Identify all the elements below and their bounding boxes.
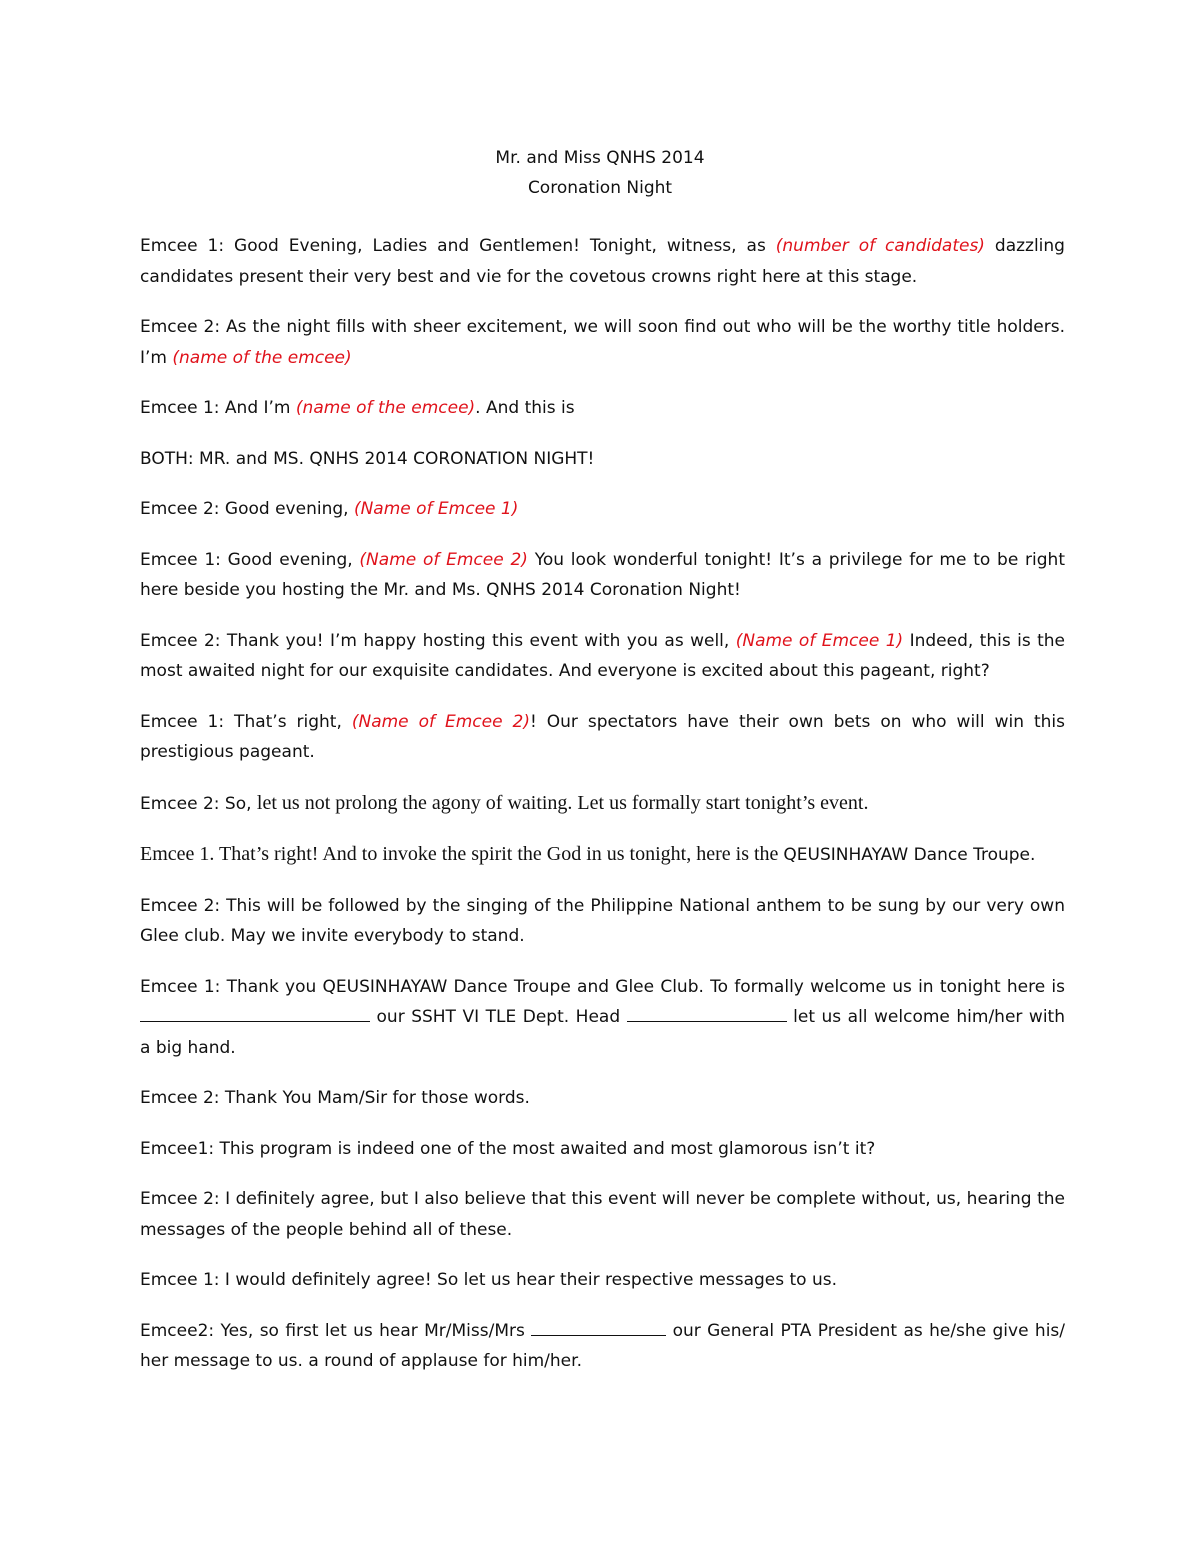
line-text: Emcee 1: Good Evening, Ladies and Gentlemen! Tonight, witness, as: [140, 236, 776, 256]
line-text: Emcee 2: This will be followed by the singing of the Philippine National anthem to be sung by our very own Glee club. May we invite everybody to stand.: [140, 895, 1065, 946]
script-line: [140, 494, 1065, 525]
placeholder-text: (Name of Emcee 2): [351, 711, 530, 732]
line-text: Indeed, this is the most awaited night for our exquisite candidates. And everyone is excited about this pageant, right?: [140, 630, 1065, 681]
line-text: Emcee 2: I definitely agree, but I also believe that this event will never be complete without, us, hearing the messages of the people behind all of these.: [140, 1189, 1065, 1240]
line-text: BOTH: MR. and MS. QNHS 2014 CORONATION NIGHT!: [140, 448, 595, 469]
line-text: Emcee 1: I would definitely agree! So let us hear their respective messages to us.: [140, 1270, 838, 1290]
serif-text: Emcee 1. That’s right! And to invoke the spirit the God in us tonight, here is the: [140, 843, 784, 865]
line-text: QEUSINHAYAW Dance Troupe.: [783, 845, 1036, 865]
line-text: dazzling candidates present their very best and vie for the covetous crowns right here at this stage.: [140, 236, 1065, 287]
line-text: Emcee 1: And I’m: [140, 398, 296, 418]
script-line: [140, 231, 1065, 292]
script-body: [140, 231, 1065, 1397]
line-text: Emcee 2: Thank You Mam/Sir for those words.: [140, 1088, 530, 1108]
line-text: Emcee1: This program is indeed one of the most awaited and most glamorous isn’t it?: [140, 1138, 876, 1159]
placeholder-text: (Name of Emcee 1): [353, 499, 519, 519]
fill-in-blank: [140, 1003, 370, 1022]
line-text: our SSHT VI TLE Dept. Head: [370, 1007, 627, 1027]
script-line: [140, 545, 1065, 606]
script-line: [140, 312, 1065, 373]
line-text: Emcee 2: So,: [140, 793, 257, 814]
script-line: [140, 1316, 1065, 1377]
line-text: ! Our spectators have their own bets on who will win this prestigious pageant.: [140, 711, 1065, 762]
line-text: You look wonderful tonight! It’s a privilege for me to be right here beside you hosting the Mr. and Ms. QNHS 2014 Coronation Night!: [140, 549, 1065, 600]
line-text: Emcee 1: Good evening,: [140, 549, 360, 570]
script-line: [140, 788, 1065, 820]
line-text: Emcee 1: That’s right,: [140, 711, 352, 732]
script-line: [140, 393, 1065, 424]
line-text: Emcee 2: Thank you! I’m happy hosting this event with you as well,: [140, 630, 736, 651]
script-line: [140, 444, 1065, 475]
placeholder-text: (name of the emcee): [295, 398, 476, 418]
title-line-2: Coronation Night: [527, 178, 673, 198]
fill-in-blank: [531, 1317, 666, 1336]
placeholder-text: (name of the emcee): [172, 347, 352, 368]
line-text: our General PTA President as he/she give his/ her message to us. a round of applause for him/her.: [140, 1320, 1065, 1371]
script-line: [140, 1134, 1065, 1165]
placeholder-text: (number of candidates): [775, 236, 985, 256]
script-line: [140, 1265, 1065, 1296]
line-text: Emcee 1: Thank you QEUSINHAYAW Dance Troupe and Glee Club. To formally welcome us in tonight here is: [140, 976, 1065, 997]
line-text: Emcee2: Yes, so first let us hear Mr/Miss/Mrs: [140, 1320, 532, 1341]
document-title: [0, 143, 1200, 203]
script-line: [140, 707, 1065, 768]
placeholder-text: (Name of Emcee 1): [735, 630, 904, 651]
fill-in-blank: [627, 1003, 787, 1022]
script-line: [140, 891, 1065, 952]
script-line: [140, 1083, 1065, 1114]
line-text: Emcee 2: As the night fills with sheer excitement, we will soon find out who will be the worthy title holders. I’m: [140, 317, 1065, 368]
placeholder-text: (Name of Emcee 2): [359, 549, 528, 570]
line-text: . And this is: [475, 398, 575, 418]
line-text: let us all welcome him/her with a big hand.: [140, 1007, 1065, 1058]
script-line: [140, 626, 1065, 687]
title-line-1: Mr. and Miss QNHS 2014: [495, 148, 705, 168]
script-line: [140, 1184, 1065, 1245]
line-text: Emcee 2: Good evening,: [140, 499, 354, 519]
script-line: [140, 972, 1065, 1064]
script-line: [140, 839, 1065, 871]
serif-text: let us not prolong the agony of waiting. Let us formally start tonight’s event.: [256, 791, 869, 814]
